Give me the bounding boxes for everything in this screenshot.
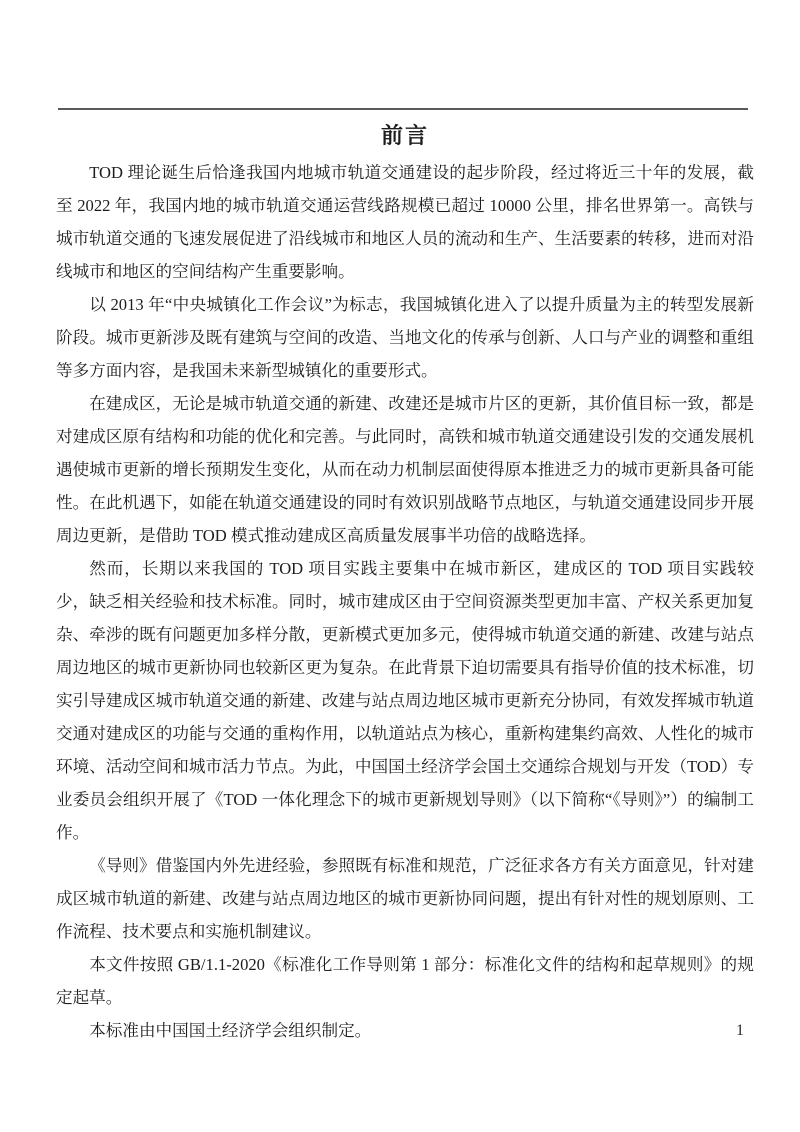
- paragraph: 然而，长期以来我国的 TOD 项目实践主要集中在城市新区，建成区的 TOD 项目实践较少，缺乏相关经验和技术标准。同时，城市建成区由于空间资源类型更加丰富、产权关系更加复杂、牵涉的既有问题更加多样分散，更新模式更加多元，使得城市轨道交通的新建、改建与站点周边地区的城市更新协同也较新区更为复杂。在此背景下迫切需要具有指导价值的技术标准，切实引导建成区城市轨道交通的新建、改建与站点周边地区城市更新充分协同，有效发挥城市轨道交通对建成区的功能与交通的重构作用，以轨道站点为核心，重新构建集约高效、人性化的城市环境、活动空间和城市活力节点。为此，中国国土经济学会国土交通综合规划与开发（TOD）专业委员会组织开展了《TOD 一体化理念下的城市更新规划导则》（以下简称“《导则》”）的编制工作。: [56, 559, 754, 842]
- document-content: [56, 0, 754, 1047]
- page-title: 前言: [380, 123, 429, 148]
- paragraph: 在建成区，无论是城市轨道交通的新建、改建还是城市片区的更新，其价值目标一致，都是对建成区原有结构和功能的优化和完善。与此同时，高铁和城市轨道交通建设引发的交通发展机遇使城市更新的增长预期发生变化，从而在动力机制层面使得原本推进乏力的城市更新具备可能性。在此机遇下，如能在轨道交通建设的同时有效识别战略节点地区，与轨道交通建设同步开展周边更新，是借助 TOD 模式推动建成区高质量发展事半功倍的战略选择。: [56, 394, 754, 545]
- header-rule: [58, 108, 748, 110]
- paragraph: 本标准由中国国土经济学会组织制定。: [89, 1021, 372, 1040]
- paragraph: TOD 理论诞生后恰逢我国内地城市轨道交通建设的起步阶段，经过将近三十年的发展，截至 2022 年，我国内地的城市轨道交通运营线路规模已超过 10000 公里，排名世界第一。高铁与城市轨道交通的飞速发展促进了沿线城市和地区人员的流动和生产、生活要素的转移，进而对沿线城市和地区的空间结构产生重要影响。: [56, 163, 754, 281]
- page-number: 1: [736, 1022, 744, 1039]
- paragraph: 以 2013 年“中央城镇化工作会议”为标志，我国城镇化进入了以提升质量为主的转型发展新阶段。城市更新涉及既有建筑与空间的改造、当地文化的传承与创新、人口与产业的调整和重组等多方面内容，是我国未来新型城镇化的重要形式。: [56, 295, 754, 380]
- paragraph: 《导则》借鉴国内外先进经验，参照既有标准和规范，广泛征求各方有关方面意见，针对建成区城市轨道的新建、改建与站点周边地区的城市更新协同问题，提出有针对性的规划原则、工作流程、技术要点和实施机制建议。: [56, 856, 754, 941]
- paragraph: 本文件按照 GB/1.1-2020《标准化工作导则第 1 部分：标准化文件的结构和起草规则》的规定起草。: [56, 955, 754, 1007]
- document-body: [56, 156, 754, 1047]
